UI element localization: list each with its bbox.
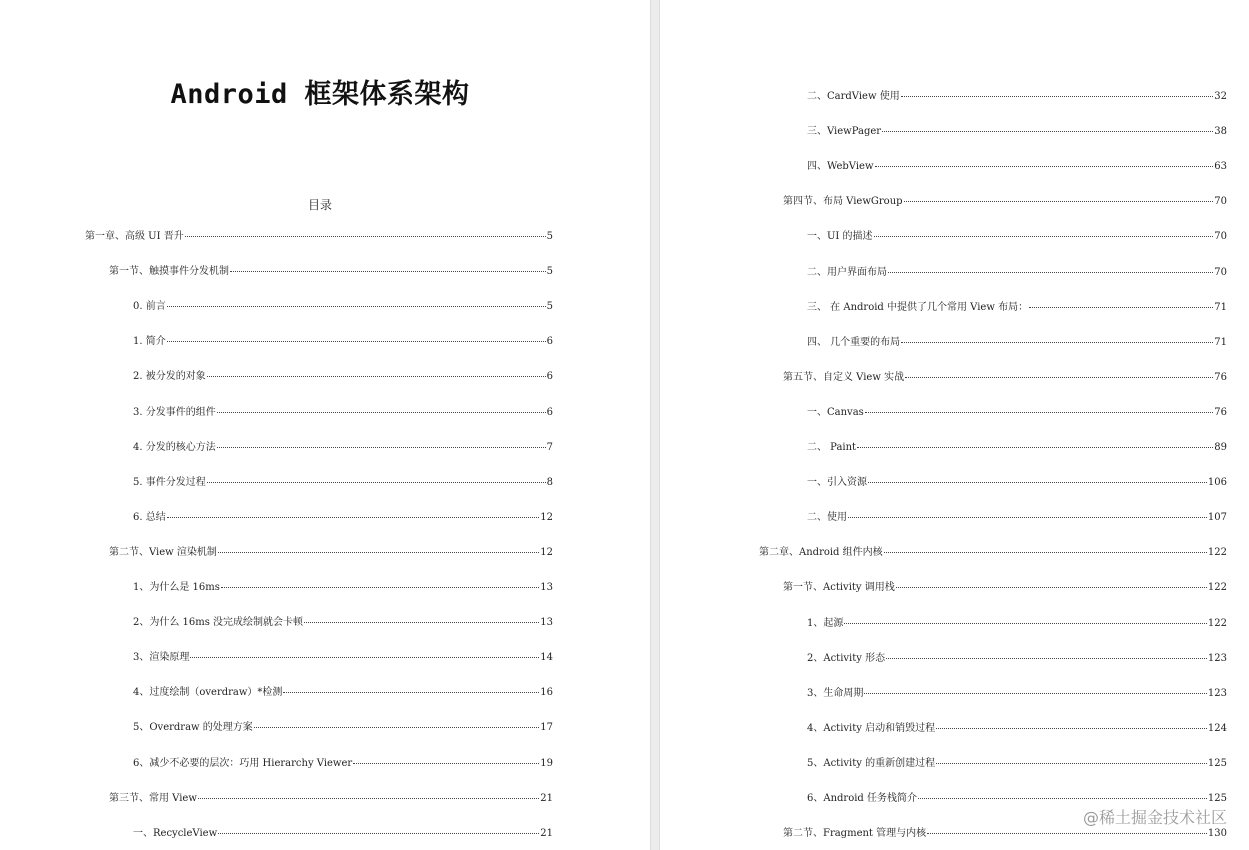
- toc-entry-label: 第一节、Activity 调用栈: [783, 582, 895, 593]
- toc-entry-label: 1. 简介: [133, 336, 166, 347]
- toc-entry[interactable]: [807, 405, 1227, 421]
- toc-entry[interactable]: [783, 580, 1227, 596]
- toc-entry[interactable]: [807, 791, 1227, 807]
- toc-entry[interactable]: [807, 300, 1227, 316]
- toc-entry-page-number: 6: [546, 371, 553, 382]
- toc-entry-label: 第一节、触摸事件分发机制: [109, 266, 229, 277]
- toc-entry-page-number: 89: [1214, 442, 1227, 453]
- toc-entry-page-number: 13: [540, 617, 553, 628]
- toc-entry-page-number: 17: [540, 722, 553, 733]
- toc-leader-dots: [167, 509, 540, 518]
- toc-entry[interactable]: [109, 545, 553, 561]
- toc-entry-page-number: 70: [1214, 196, 1227, 207]
- toc-entry[interactable]: [133, 510, 553, 526]
- toc-entry[interactable]: [759, 545, 1227, 561]
- toc-entry-label: 第二章、Android 组件内核: [759, 547, 883, 558]
- toc-entry-page-number: 32: [1214, 91, 1227, 102]
- toc-entry[interactable]: [783, 826, 1227, 842]
- toc-entry[interactable]: [133, 440, 553, 456]
- toc-leader-dots: [221, 579, 539, 588]
- toc-entry[interactable]: [807, 721, 1227, 737]
- toc-leader-dots: [865, 404, 1213, 413]
- toc-entry-page-number: 123: [1207, 653, 1227, 664]
- toc-entry-page-number: 71: [1214, 337, 1227, 348]
- toc-entry-page-number: 38: [1214, 126, 1227, 137]
- toc-entry-page-number: 21: [540, 828, 553, 839]
- document-page-right: [660, 0, 1249, 850]
- toc-entry-label: 0. 前言: [133, 301, 166, 312]
- toc-entry[interactable]: [133, 369, 553, 385]
- toc-entry-label: 1、为什么是 16ms: [133, 582, 220, 593]
- toc-entry-page-number: 125: [1207, 793, 1227, 804]
- toc-entry-page-number: 63: [1214, 161, 1227, 172]
- toc-entry-label: 6. 总结: [133, 512, 166, 523]
- toc-entry-label: 第四节、布局 ViewGroup: [783, 196, 903, 207]
- toc-entry-page-number: 14: [540, 652, 553, 663]
- toc-leader-dots: [848, 509, 1207, 518]
- toc-entry[interactable]: [109, 264, 553, 280]
- toc-entry[interactable]: [133, 615, 553, 631]
- toc-entry-label: 第二节、Fragment 管理与内核: [783, 828, 927, 839]
- toc-entry-label: 二、用户界面布局: [807, 267, 887, 278]
- toc-leader-dots: [918, 790, 1207, 799]
- watermark: @稀土掘金技术社区: [1082, 808, 1227, 827]
- toc-leader-dots: [875, 158, 1214, 167]
- toc-entry-page-number: 124: [1207, 723, 1227, 734]
- toc-entry-page-number: 123: [1207, 688, 1227, 699]
- toc-entry-label: 四、WebView: [807, 161, 874, 172]
- toc-leader-dots: [936, 720, 1207, 729]
- toc-entry-label: 第五节、自定义 View 实战: [783, 372, 905, 383]
- toc-entry-page-number: 6: [546, 407, 553, 418]
- toc-entry-label: 二、CardView 使用: [807, 91, 900, 102]
- toc-leader-dots: [1029, 299, 1213, 308]
- toc-entry-label: 4、Activity 启动和销毁过程: [807, 723, 936, 734]
- toc-leader-dots: [901, 88, 1214, 97]
- toc-entry-label: 3、渲染原理: [133, 652, 190, 663]
- toc-entry[interactable]: [807, 335, 1227, 351]
- toc-leader-dots: [904, 193, 1214, 202]
- toc-leader-dots: [207, 474, 546, 483]
- toc-entry-page-number: 70: [1214, 267, 1227, 278]
- toc-leader-dots: [167, 333, 546, 342]
- toc-entry-page-number: 21: [540, 793, 553, 804]
- toc-entry-page-number: 106: [1207, 477, 1227, 488]
- toc-entry[interactable]: [133, 650, 553, 666]
- toc-entry[interactable]: [133, 580, 553, 596]
- toc-entry[interactable]: [133, 685, 553, 701]
- toc-leader-dots: [874, 228, 1214, 237]
- toc-entry[interactable]: [133, 826, 553, 842]
- toc-entry-page-number: 76: [1214, 407, 1227, 418]
- toc-entry-label: 3、生命周期: [807, 688, 864, 699]
- toc-entry[interactable]: [133, 299, 553, 315]
- toc-leader-dots: [218, 825, 539, 834]
- toc-heading: 目录: [307, 198, 332, 212]
- toc-entry-page-number: 5: [546, 301, 553, 312]
- toc-entry-page-number: 19: [540, 758, 553, 769]
- toc-entry-page-number: 70: [1214, 231, 1227, 242]
- toc-entry-label: 5. 事件分发过程: [133, 477, 206, 488]
- toc-entry-page-number: 5: [546, 231, 553, 242]
- toc-entry-page-number: 76: [1214, 372, 1227, 383]
- toc-leader-dots: [888, 264, 1213, 273]
- toc-leader-dots: [217, 439, 546, 448]
- toc-entry[interactable]: [807, 89, 1227, 105]
- toc-entry[interactable]: [807, 229, 1227, 245]
- toc-entry-label: 一、UI 的描述: [807, 231, 873, 242]
- toc-entry-label: 二、 Paint: [807, 442, 857, 453]
- toc-leader-dots: [886, 650, 1207, 659]
- toc-entry-label: 5、Overdraw 的处理方案: [133, 722, 253, 733]
- toc-entry-label: 一、RecycleView: [133, 828, 218, 839]
- toc-entry-label: 4. 分发的核心方法: [133, 442, 216, 453]
- toc-entry[interactable]: [783, 370, 1227, 386]
- toc-leader-dots: [936, 755, 1207, 764]
- toc-entry-label: 2. 被分发的对象: [133, 371, 206, 382]
- toc-leader-dots: [283, 684, 539, 693]
- toc-leader-dots: [207, 368, 546, 377]
- toc-leader-dots: [198, 790, 539, 799]
- toc-leader-dots: [217, 404, 546, 413]
- page-divider: [650, 0, 660, 850]
- toc-entry-label: 1、起源: [807, 618, 844, 629]
- toc-entry[interactable]: [807, 159, 1227, 175]
- toc-entry-page-number: 71: [1214, 302, 1227, 313]
- toc-leader-dots: [864, 685, 1207, 694]
- toc-entry-label: 5、Activity 的重新创建过程: [807, 758, 936, 769]
- toc-leader-dots: [857, 439, 1213, 448]
- toc-entry[interactable]: [109, 791, 553, 807]
- toc-entry[interactable]: [807, 124, 1227, 140]
- toc-leader-dots: [304, 614, 539, 623]
- toc-entry[interactable]: [133, 475, 553, 491]
- toc-entry-label: 第三节、常用 View: [109, 793, 197, 804]
- toc-entry[interactable]: [807, 510, 1227, 526]
- toc-entry-label: 2、为什么 16ms 没完成绘制就会卡顿: [133, 617, 304, 628]
- toc-leader-dots: [868, 474, 1207, 483]
- toc-entry[interactable]: [807, 651, 1227, 667]
- toc-leader-dots: [844, 615, 1207, 624]
- toc-entry-page-number: 13: [540, 582, 553, 593]
- toc-entry-page-number: 107: [1207, 512, 1227, 523]
- toc-leader-dots: [230, 263, 546, 272]
- toc-entry-label: 2、Activity 形态: [807, 653, 886, 664]
- toc-entry[interactable]: [133, 756, 553, 772]
- toc-entry[interactable]: [807, 686, 1227, 702]
- toc-leader-dots: [896, 579, 1207, 588]
- toc-entry-label: 6、减少不必要的层次：巧用 Hierarchy Viewer: [133, 758, 353, 769]
- toc-leader-dots: [254, 719, 539, 728]
- toc-entry[interactable]: [807, 616, 1227, 632]
- toc-entry[interactable]: [807, 440, 1227, 456]
- document-title: Android 框架体系架构: [170, 79, 470, 110]
- toc-entry[interactable]: [807, 265, 1227, 281]
- toc-entry-page-number: 122: [1207, 547, 1227, 558]
- toc-leader-dots: [190, 649, 539, 658]
- toc-entry-label: 二、使用: [807, 512, 847, 523]
- toc-entry[interactable]: [783, 194, 1227, 210]
- toc-entry-page-number: 7: [546, 442, 553, 453]
- toc-entry-label: 第二节、View 渲染机制: [109, 547, 217, 558]
- toc-leader-dots: [218, 544, 539, 553]
- toc-leader-dots: [884, 544, 1207, 553]
- toc-entry-label: 一、Canvas: [807, 407, 864, 418]
- toc-leader-dots: [882, 123, 1213, 132]
- toc-entry[interactable]: [807, 756, 1227, 772]
- toc-entry-label: 6、Android 任务栈简介: [807, 793, 918, 804]
- toc-entry-page-number: 8: [546, 477, 553, 488]
- toc-leader-dots: [167, 298, 546, 307]
- toc-leader-dots: [905, 369, 1213, 378]
- toc-entry-page-number: 125: [1207, 758, 1227, 769]
- toc-entry-page-number: 122: [1207, 618, 1227, 629]
- toc-entry-label: 3. 分发事件的组件: [133, 407, 216, 418]
- toc-entry-page-number: 6: [546, 336, 553, 347]
- toc-entry[interactable]: [133, 334, 553, 350]
- toc-entry-label: 三、 在 Android 中提供了几个常用 View 布局：: [807, 302, 1029, 313]
- toc-entry[interactable]: [807, 475, 1227, 491]
- toc-entry-page-number: 16: [540, 687, 553, 698]
- toc-entry-label: 三、ViewPager: [807, 126, 882, 137]
- toc-entry-label: 四、 几个重要的布局: [807, 337, 901, 348]
- toc-entry[interactable]: [133, 720, 553, 736]
- toc-entry-page-number: 12: [540, 512, 553, 523]
- toc-entry-page-number: 5: [546, 266, 553, 277]
- toc-entry-page-number: 12: [540, 547, 553, 558]
- toc-entry-label: 4、过度绘制（overdraw）*检测: [133, 687, 283, 698]
- toc-entry-label: 第一章、高级 UI 晋升: [85, 231, 184, 242]
- toc-entry-page-number: 130: [1207, 828, 1227, 839]
- toc-entry-page-number: 122: [1207, 582, 1227, 593]
- toc-leader-dots: [901, 334, 1213, 343]
- toc-entry-label: 一、引入资源: [807, 477, 867, 488]
- toc-leader-dots: [185, 228, 546, 237]
- toc-entry[interactable]: [85, 229, 553, 245]
- toc-entry[interactable]: [133, 405, 553, 421]
- toc-leader-dots: [927, 825, 1207, 834]
- toc-leader-dots: [353, 755, 539, 764]
